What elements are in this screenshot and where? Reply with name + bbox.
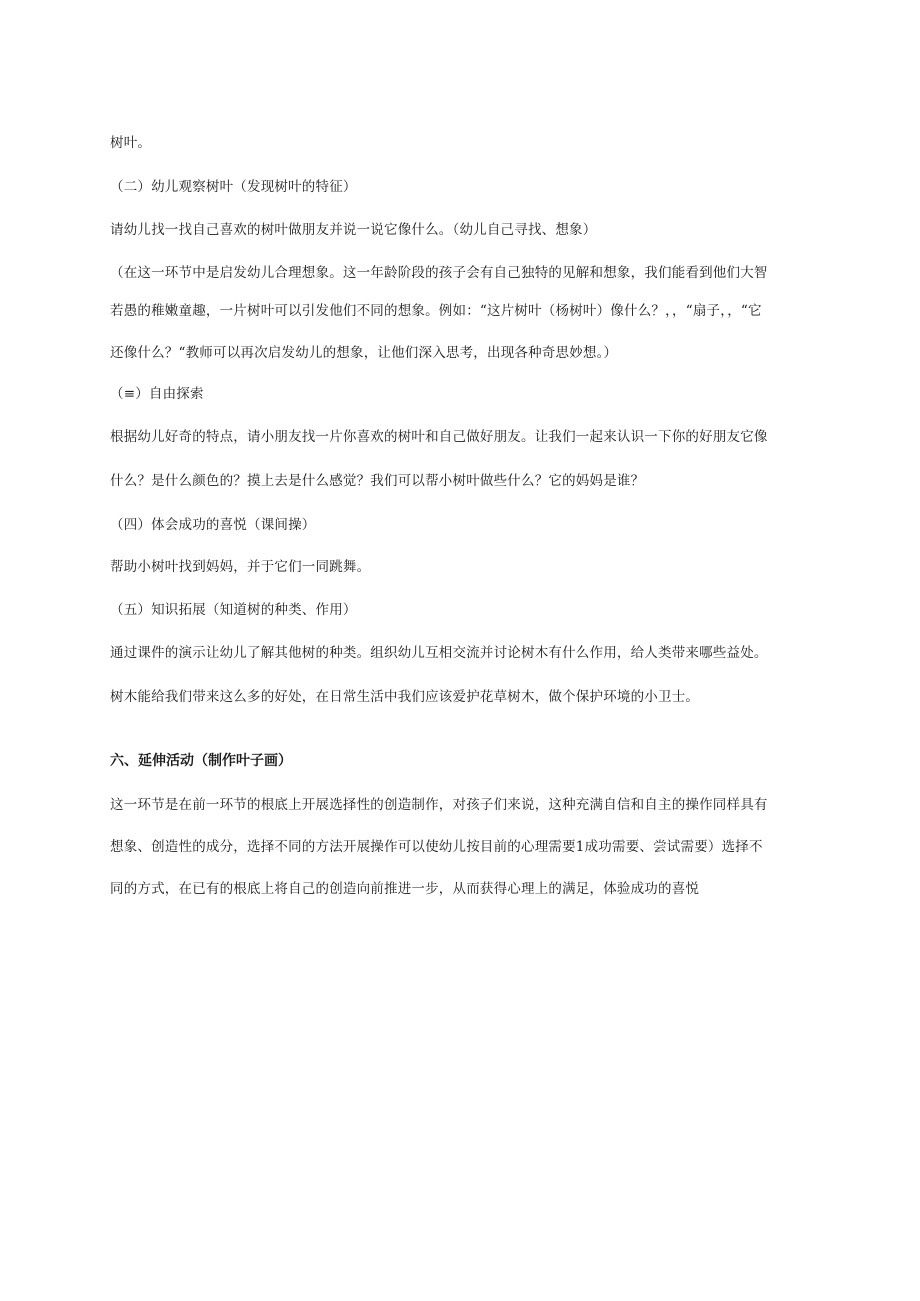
paragraph-line: 根据幼儿好奇的特点，请小朋友找一片你喜欢的树叶和自己做好朋友。让我们一起来认识一下你的好朋友它像 xyxy=(110,429,768,445)
paragraph-line: 请幼儿找一找自己喜欢的树叶做朋友并说一说它像什么。（幼儿自己寻找、想象） xyxy=(110,222,597,238)
paragraph-line: 树叶。 xyxy=(110,135,152,151)
subsection-title: （四）体会成功的喜悦（课间操） xyxy=(110,517,316,533)
paragraph-line: 若愚的稚嫩童趣，一片树叶可以引发他们不同的想象。例如：“这片树叶（杨树叶）像什么？，，“扇子，，“它 xyxy=(110,303,762,319)
paragraph-line: 通过课件的演示让幼儿了解其他树的种类。组织幼儿互相交流并讨论树木有什么作用，给人类带来哪些益处。 xyxy=(110,645,768,661)
paragraph-line: 这一环节是在前一环节的根底上开展选择性的创造制作，对孩子们来说，这种充满自信和自主的操作同样具有 xyxy=(110,797,768,813)
paragraph-line: 什么？是什么颜色的？摸上去是什么感觉？我们可以帮小树叶做些什么？它的妈妈是谁？ xyxy=(110,473,645,489)
paragraph-line: 树木能给我们带来这么多的好处，在日常生活中我们应该爱护花草树木，做个保护环境的小卫士。 xyxy=(110,689,700,705)
subsection-title: （二）幼儿观察树叶（发现树叶的特征） xyxy=(110,179,357,195)
paragraph-line: 帮助小树叶找到妈妈，并于它们一同跳舞。 xyxy=(110,559,371,575)
paragraph-line: 同的方式，在已有的根底上将自己的创造向前推进一步，从而获得心理上的满足，体验成功的喜悦 xyxy=(110,881,700,897)
paragraph-line: 还像什么？“教师可以再次启发幼儿的想象，让他们深入思考，出现各种奇思妙想。） xyxy=(110,345,618,361)
subsection-title: （五）知识拓展（知道树的种类、作用） xyxy=(110,602,357,618)
section-heading: 六、延伸活动（制作叶子画） xyxy=(110,753,292,769)
paragraph-line: （在这一环节中是启发幼儿合理想象。这一年龄阶段的孩子会有自己独特的见解和想象，我们能看到他们大智 xyxy=(110,265,768,281)
paragraph-line: 想象、创造性的成分，选择不同的方法开展操作可以使幼儿按目前的心理需要1成功需要、尝试需要）选择不 xyxy=(110,839,763,855)
subsection-title: （≡）自由探索 xyxy=(110,386,204,402)
